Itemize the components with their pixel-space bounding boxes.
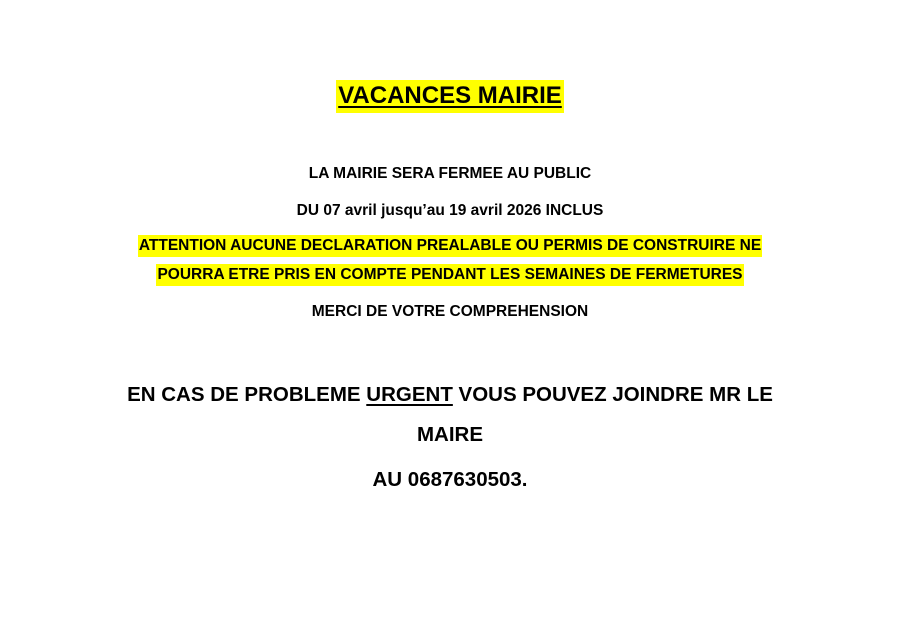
urgent-prefix-text: EN CAS DE PROBLEME bbox=[127, 383, 367, 406]
closure-dates-text: DU 07 avril jusqu’au 19 avril 2026 INCLUS bbox=[296, 202, 604, 219]
thanks-text: MERCI DE VOTRE COMPREHENSION bbox=[311, 303, 589, 320]
closure-statement-text: LA MAIRIE SERA FERMEE AU PUBLIC bbox=[308, 165, 592, 182]
urgent-word: URGENT bbox=[366, 383, 453, 406]
attention-line-2-text: POURRA ETRE PRIS EN COMPTE PENDANT LES SEMAINES DE FERMETURES bbox=[156, 264, 743, 286]
attention-line-1 bbox=[0, 238, 900, 254]
urgent-contact-line-2 bbox=[0, 425, 900, 446]
urgent-line-2-text: MAIRE bbox=[416, 423, 484, 446]
phone-line bbox=[0, 470, 900, 491]
attention-line-1-text: ATTENTION AUCUNE DECLARATION PREALABLE OU PERMIS DE CONSTRUIRE NE bbox=[138, 235, 762, 257]
notice-title bbox=[0, 84, 900, 108]
notice-title-text: VACANCES MAIRIE bbox=[336, 80, 564, 113]
attention-line-2 bbox=[0, 267, 900, 283]
closure-statement bbox=[0, 166, 900, 182]
urgent-suffix-text: VOUS POUVEZ JOINDRE MR LE bbox=[452, 383, 773, 406]
urgent-contact-line-1 bbox=[0, 385, 900, 406]
closure-dates bbox=[0, 203, 900, 219]
thanks-line bbox=[0, 304, 900, 320]
phone-number-text: AU 0687630503. bbox=[372, 468, 528, 491]
